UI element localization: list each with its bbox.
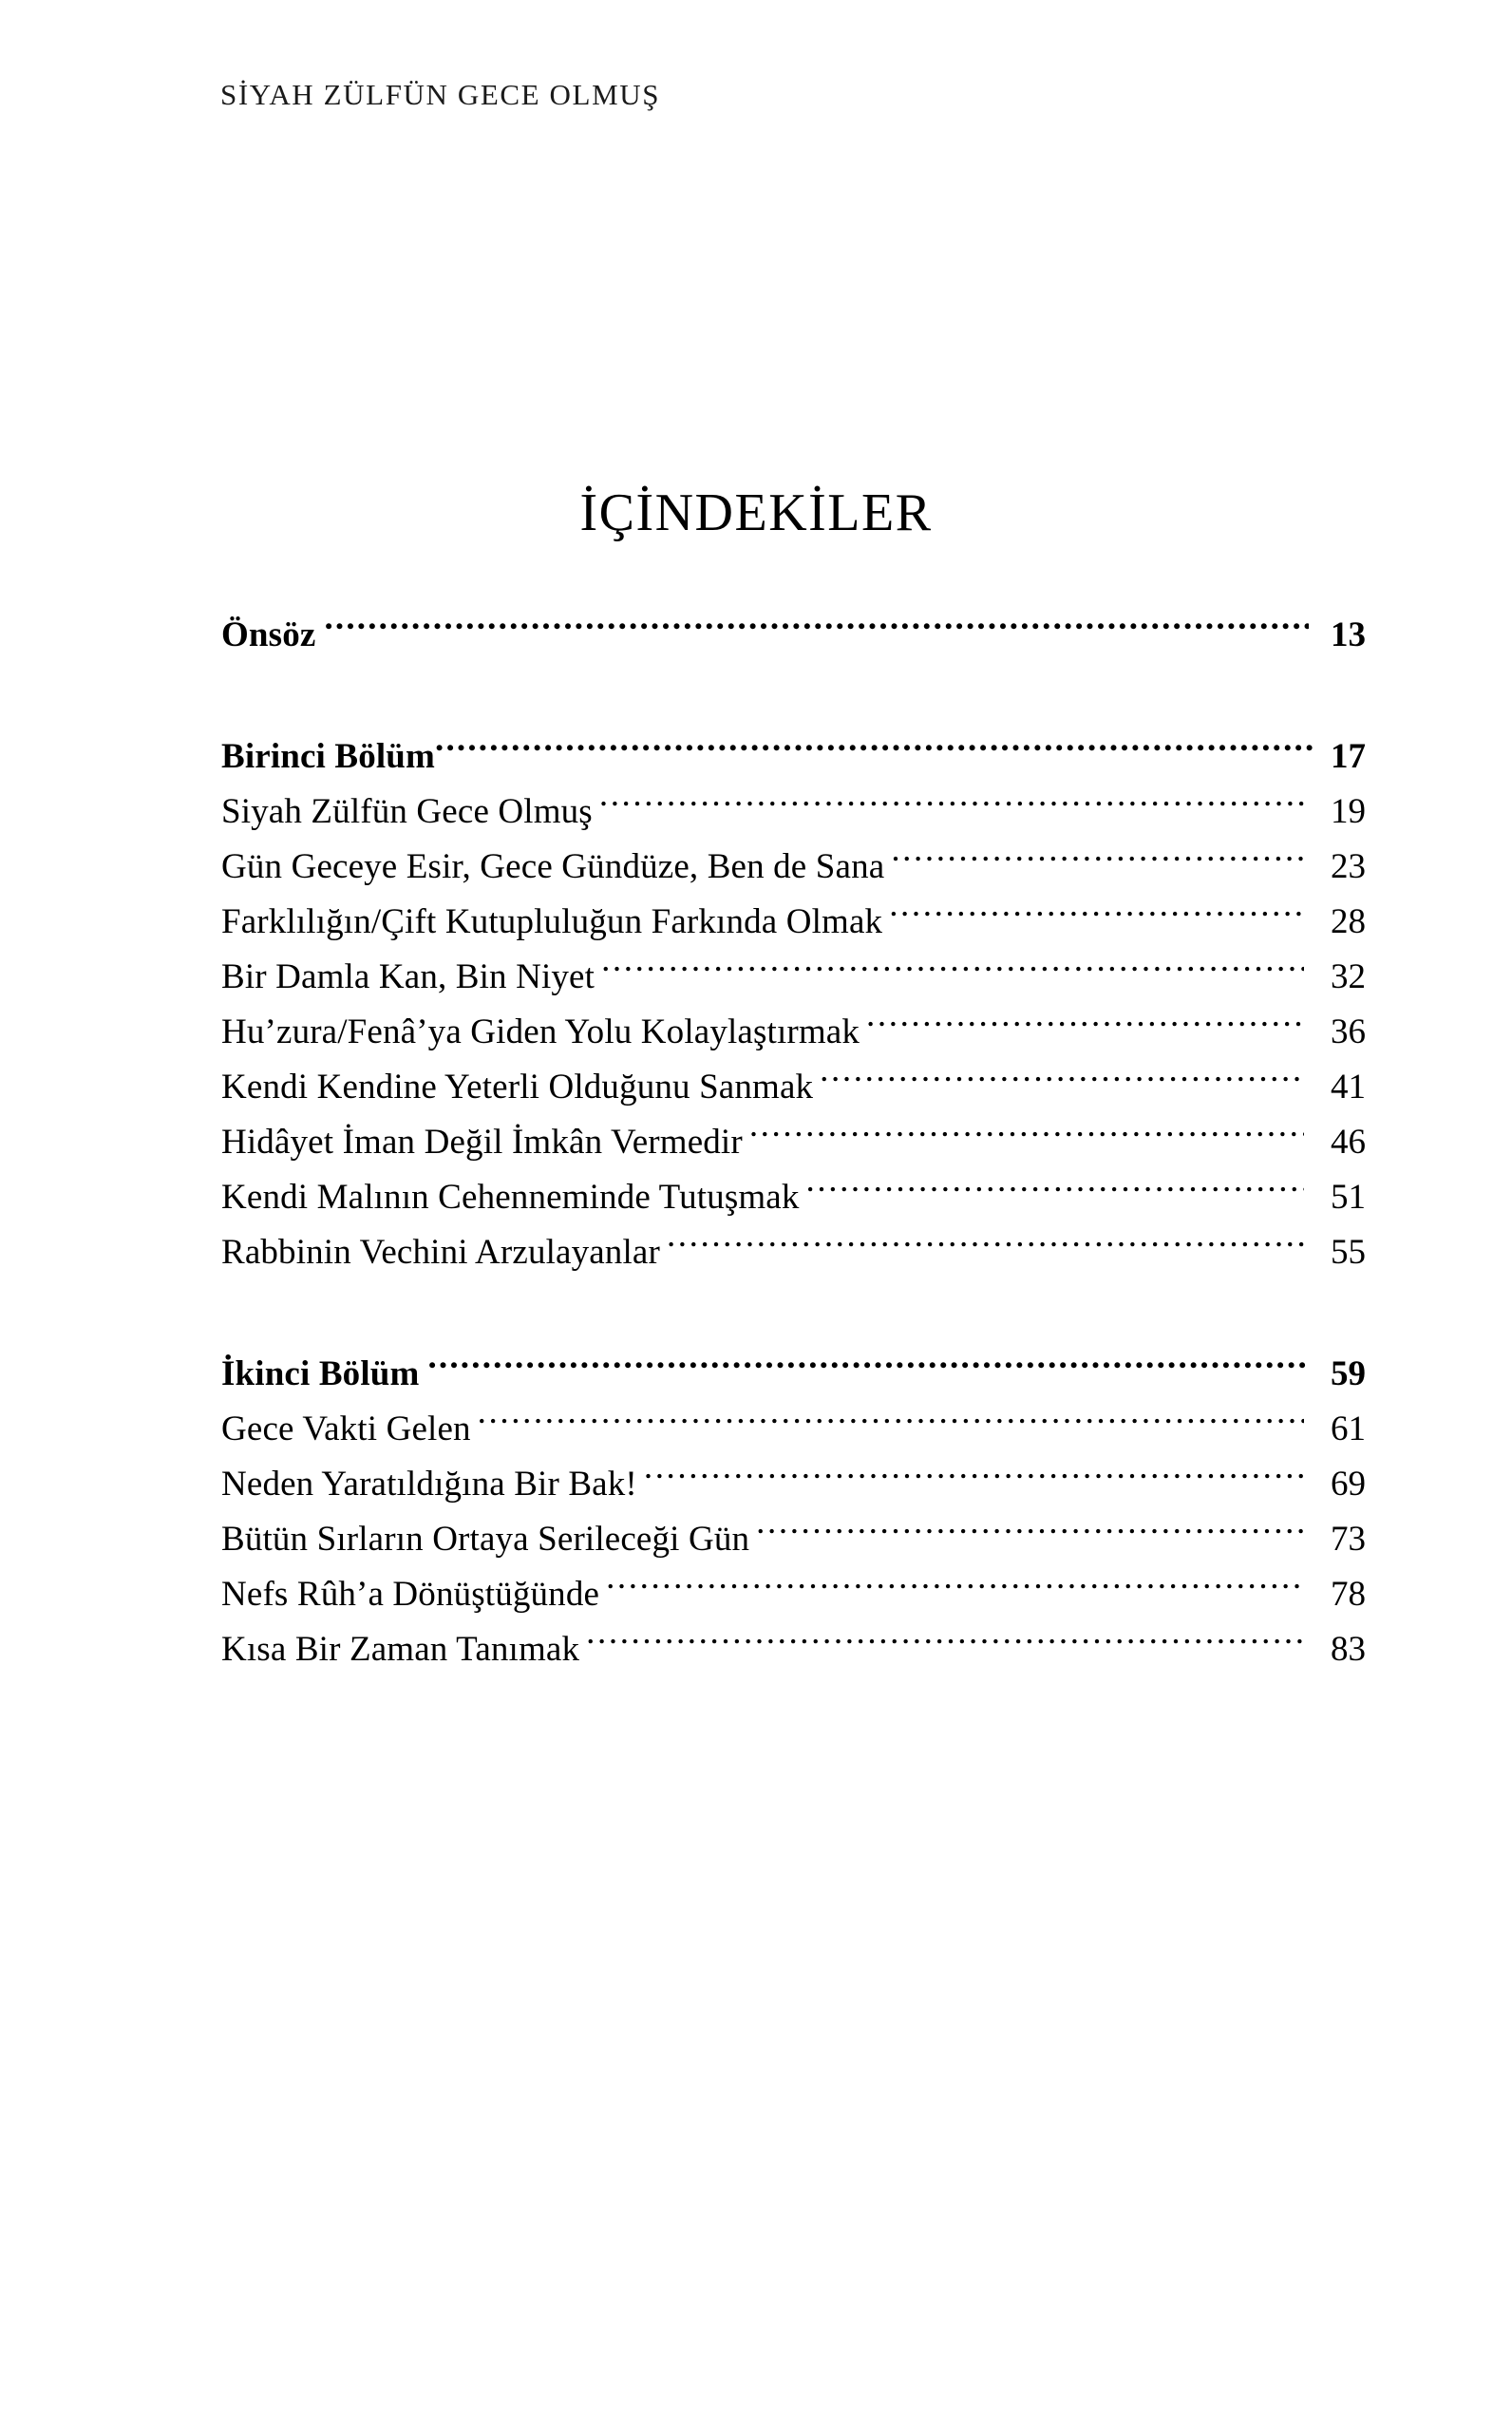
toc-page-number: 19 <box>1331 792 1366 831</box>
table-of-contents <box>221 608 1366 1677</box>
toc-group <box>221 1347 1366 1677</box>
toc-entry-label: Kısa Bir Zaman Tanımak <box>221 1630 580 1669</box>
toc-dot-leader <box>324 611 1309 646</box>
toc-dot-leader <box>599 787 1304 823</box>
toc-section-row[interactable] <box>221 729 1366 785</box>
toc-page-number: 55 <box>1331 1233 1366 1272</box>
toc-entry-label: Birinci Bölüm <box>221 737 435 776</box>
toc-dot-leader <box>820 1063 1304 1098</box>
toc-dot-leader <box>891 842 1304 878</box>
toc-entry-label: Bütün Sırların Ortaya Serileceği Gün <box>221 1520 750 1559</box>
toc-dot-leader <box>866 1008 1304 1043</box>
toc-entry-row[interactable] <box>221 1005 1366 1060</box>
toc-entry-label: Hu’zura/Fenâ’ya Giden Yolu Kolaylaştırmak <box>221 1012 860 1051</box>
toc-page-number: 32 <box>1331 957 1366 996</box>
toc-entry-label: Kendi Malının Cehenneminde Tutuşmak <box>221 1178 800 1217</box>
toc-entry-label: Siyah Zülfün Gece Olmuş <box>221 792 593 831</box>
toc-page-number: 46 <box>1331 1123 1366 1162</box>
toc-entry-row[interactable] <box>221 950 1366 1005</box>
toc-entry-label: Nefs Rûh’a Dönüştüğünde <box>221 1575 600 1614</box>
toc-dot-leader <box>806 1173 1304 1208</box>
toc-entry-row[interactable] <box>221 1512 1366 1567</box>
toc-page-number: 83 <box>1331 1630 1366 1669</box>
toc-entry-label: Neden Yaratıldığına Bir Bak! <box>221 1465 637 1504</box>
toc-entry-label: Bir Damla Kan, Bin Niyet <box>221 957 595 996</box>
toc-entry-label: Kendi Kendine Yeterli Olduğunu Sanmak <box>221 1068 814 1107</box>
toc-dot-leader <box>749 1118 1304 1153</box>
toc-dot-leader <box>601 953 1304 988</box>
toc-dot-leader <box>606 1570 1304 1605</box>
toc-dot-leader <box>435 732 1314 767</box>
toc-section-row[interactable] <box>221 608 1366 663</box>
toc-page-number: 28 <box>1331 902 1366 941</box>
toc-entry-label: Rabbinin Vechini Arzulayanlar <box>221 1233 660 1272</box>
toc-entry-row[interactable] <box>221 1225 1366 1280</box>
running-header: SİYAH ZÜLFÜN GECE OLMUŞ <box>220 78 661 111</box>
toc-dot-leader <box>889 898 1304 933</box>
toc-entry-row[interactable] <box>221 895 1366 950</box>
toc-dot-leader <box>478 1405 1304 1440</box>
toc-entry-row[interactable] <box>221 1402 1366 1457</box>
toc-section-row[interactable] <box>221 1347 1366 1402</box>
toc-group <box>221 729 1366 1280</box>
toc-dot-leader <box>427 1350 1309 1385</box>
toc-page-number: 78 <box>1331 1575 1366 1614</box>
toc-page-number: 51 <box>1331 1178 1366 1217</box>
toc-group <box>221 608 1366 663</box>
toc-page-number: 61 <box>1331 1410 1366 1448</box>
toc-dot-leader <box>644 1460 1304 1495</box>
toc-page-number: 13 <box>1331 615 1366 654</box>
toc-entry-row[interactable] <box>221 1170 1366 1225</box>
toc-page-number: 73 <box>1331 1520 1366 1559</box>
page-title: İÇİNDEKİLER <box>579 483 933 542</box>
toc-dot-leader <box>586 1625 1304 1660</box>
toc-entry-row[interactable] <box>221 1622 1366 1677</box>
toc-page-number: 23 <box>1331 847 1366 886</box>
toc-entry-label: Farklılığın/Çift Kutupluluğun Farkında Olmak <box>221 902 883 941</box>
toc-entry-row[interactable] <box>221 1060 1366 1115</box>
toc-entry-label: İkinci Bölüm <box>221 1354 420 1393</box>
toc-page-number: 41 <box>1331 1068 1366 1107</box>
toc-entry-label: Gün Geceye Esir, Gece Gündüze, Ben de Sana <box>221 847 885 886</box>
toc-dot-leader <box>667 1228 1304 1263</box>
toc-entry-row[interactable] <box>221 840 1366 895</box>
toc-entry-row[interactable] <box>221 1457 1366 1512</box>
toc-entry-row[interactable] <box>221 785 1366 840</box>
toc-entry-label: Önsöz <box>221 615 316 654</box>
toc-entry-label: Gece Vakti Gelen <box>221 1410 471 1448</box>
toc-page-number: 36 <box>1331 1012 1366 1051</box>
toc-entry-label: Hidâyet İman Değil İmkân Vermedir <box>221 1123 743 1162</box>
toc-entry-row[interactable] <box>221 1115 1366 1170</box>
toc-page-number: 59 <box>1331 1354 1366 1393</box>
toc-entry-row[interactable] <box>221 1567 1366 1622</box>
toc-page-number: 17 <box>1331 737 1366 776</box>
toc-dot-leader <box>756 1515 1304 1550</box>
toc-page-number: 69 <box>1331 1465 1366 1504</box>
